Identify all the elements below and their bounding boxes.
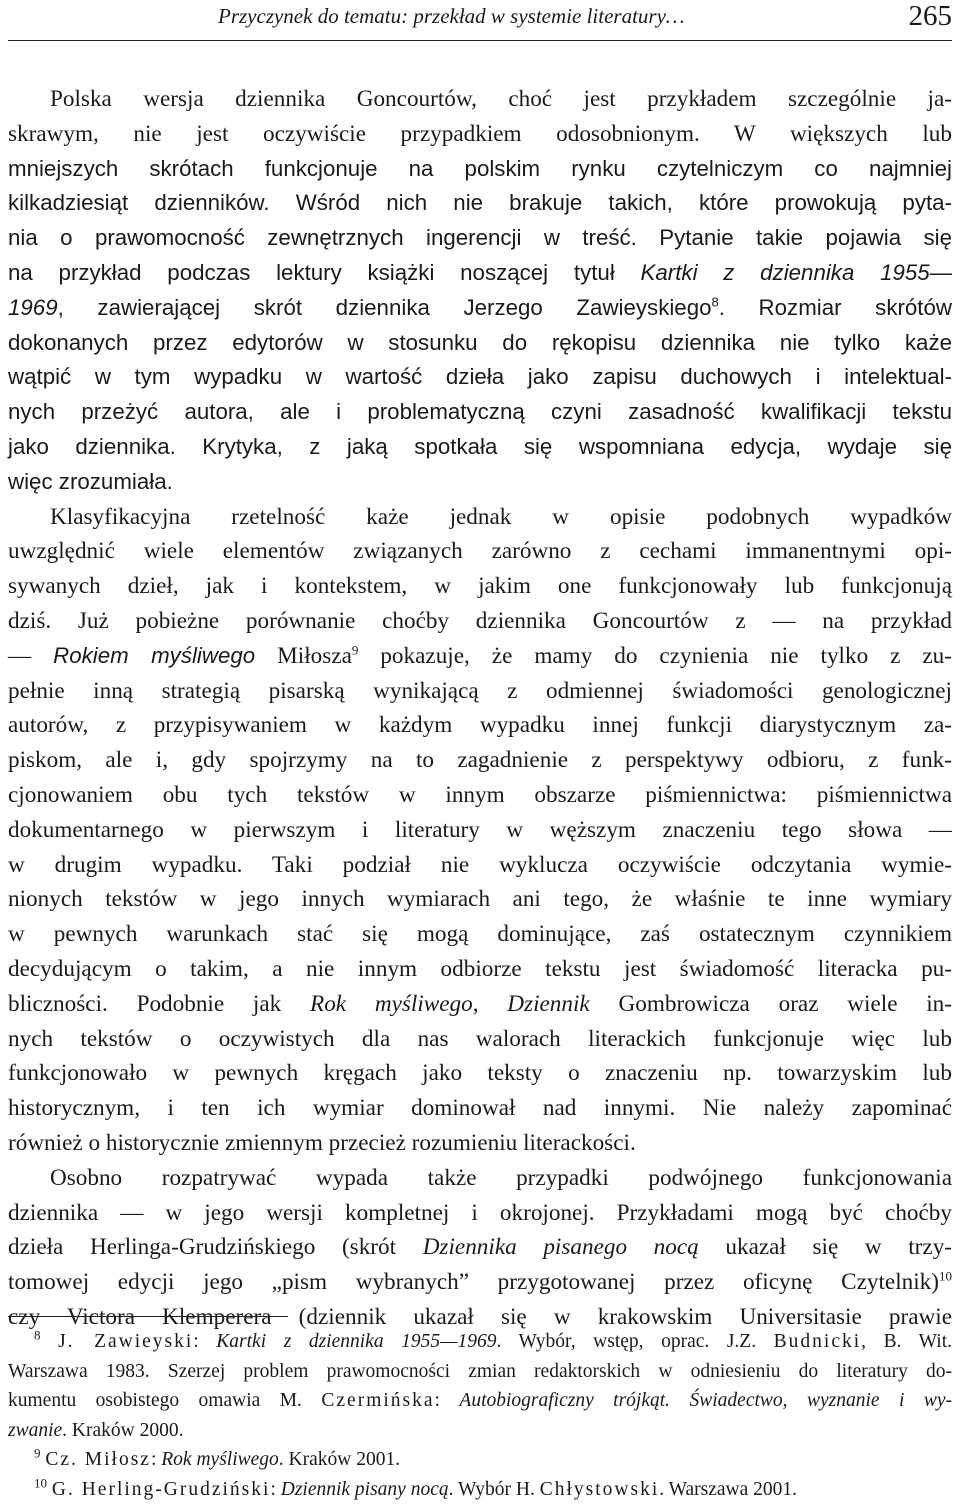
text-line: nych tekstów o oczywistych dla nas walorach literackich funkcjonuje więc lub: [8, 1025, 952, 1052]
text-segment: —: [8, 642, 32, 669]
work-title: Rokiem myśliwego: [53, 642, 256, 668]
text-segment: Gombrowicza oraz wiele in-: [618, 990, 953, 1017]
text-line: Klasyfikacyjna rzetelność każe jednak w opisie podobnych wypadków: [50, 503, 952, 530]
text-line: jako dziennika. Krytyka, z jaką spotkała się wspomniana edycja, wydaje się: [8, 433, 952, 459]
text-line: wątpić w tym wypadku w wartość dzieła jako zapisu duchowych i intelektual-: [8, 364, 952, 390]
text-segment: kumentu osobistego omawia M.: [8, 1390, 302, 1411]
text-segment: dzieła Herlinga-Grudzińskiego (skrót: [8, 1234, 397, 1261]
text-line: cjonowaniem obu tych tekstów w innym obszarze piśmiennictwa: piśmiennictwa: [8, 781, 952, 808]
footnote-number: 8: [34, 1327, 41, 1343]
text-segment: na przykład podczas lektury książki noszącej tytuł: [8, 259, 615, 285]
footnote-number: 9: [34, 1445, 41, 1461]
text-line: [8, 1265, 952, 1300]
footnote-ref: 10: [939, 1268, 952, 1284]
text-line: [8, 256, 952, 291]
text-line: Osobno rozpatrywać wypada także przypadki podwójnego funkcjonowania: [50, 1164, 952, 1191]
text-line: w drugim wypadku. Taki podział nie wyklucza oczywiście odczytania wymie-: [8, 851, 952, 878]
text-line: nych przeżyć autora, ale i problematyczną czyni zasadność kwalifikacji tekstu: [8, 399, 952, 425]
footnote-editor: Budnicki: [773, 1331, 862, 1352]
text-segment: . Rozmiar skrótów: [718, 294, 952, 320]
work-title: Dziennika pisanego nocą: [422, 1234, 699, 1261]
text-line: czy Victora Klemperera (dziennik ukazał się w krakowskim Universitasie prawie: [8, 1303, 952, 1330]
text-line: nionych tekstów w jego innych wymiarach ani tego, że właśnie te inne wymiary: [8, 886, 952, 913]
text-line: nia o prawomocność zewnętrznych ingerencji w treść. Pytanie takie pojawia się: [8, 225, 952, 251]
text-line: Polska wersja dziennika Goncourtów, choć jest przykładem szczególnie ja-: [50, 86, 952, 112]
footnote-line: [8, 1416, 952, 1446]
work-title: Rok myśliwego: [310, 990, 473, 1017]
text-segment: bliczności. Podobnie jak: [8, 990, 282, 1017]
text-line: piskom, ale i, gdy spojrzymy na to zagadnienie z perspektywy odbioru, z funk-: [8, 747, 952, 774]
footnote-line: kumentu osobistego omawia M. Czermińska: Autobiograficzny trójkąt. Świadectwo, wyznanie i wy-: [8, 1390, 953, 1411]
footnote-ref: 9: [351, 642, 359, 658]
text-line: mniejszych skrótach funkcjonuje na polskim rynku czytelniczym co najmniej: [8, 155, 952, 181]
text-segment: pokazuje, że mamy do czynienia nie tylko z zu-: [380, 642, 952, 669]
text-segment: . Kraków 2000.: [62, 1419, 184, 1441]
text-line: kilkadziesiąt dzienników. Wśród nich nie brakuje takich, które prowokują pyta-: [8, 190, 952, 216]
work-title: 1969: [8, 294, 58, 320]
footnotes: [8, 1327, 952, 1504]
running-header: [8, 0, 952, 41]
text-segment: . Kraków 2001.: [278, 1449, 401, 1470]
text-segment: . Warszawa 2001.: [659, 1478, 798, 1500]
text-line: historycznym, i ten ich wymiar dominował nad innymi. Nie należy zapominać: [8, 1095, 952, 1122]
work-title: zwanie: [8, 1419, 63, 1441]
footnote-9: $^9$ Cz. Miłosz: Rok myśliwego. Kraków 2001.: [34, 1445, 401, 1470]
text-segment: tomowej edycji jego „pism wybranych” przygotowanej przez oficynę Czytelnik): [8, 1269, 939, 1296]
footnote-10: $^{10}$ G. Herling-Grudziński: Dziennik pisany nocą. Wybór H. Chłystowski. Warszawa 2001.: [34, 1475, 798, 1500]
footnote-author: J. Zawieyski: [58, 1331, 194, 1352]
running-title: Przyczynek do tematu: przekład w systemie literatury…: [218, 4, 685, 28]
text-line: [8, 639, 952, 674]
text-line: [8, 987, 952, 1022]
footnote-author: Cz. Miłosz: [45, 1449, 151, 1470]
footnote-8: $^8$ J. Zawieyski: Kartki z dziennika 1955—1969. Wybór, wstęp, oprac. J.Z. Budnicki, B. Wit.: [34, 1327, 953, 1352]
text-segment: , B. Wit.: [861, 1331, 953, 1352]
work-title: Rok myśliwego: [161, 1449, 279, 1470]
work-title: Kartki z dziennika 1955—: [640, 259, 952, 285]
footnote-author: G. Herling-Grudziński: [51, 1478, 271, 1500]
text-line: dokumentarnego w pierwszym i literatury w węższym znaczeniu tego słowa —: [8, 816, 952, 843]
text-line: funkcjonowało w pewnych kręgach jako teksty o znaczeniu np. towarzyskim lub: [8, 1060, 952, 1087]
text-segment: , zawierającej skrót dziennika Jerzego Zawieyskiego: [57, 294, 712, 320]
text-line: dokonanych przez edytorów w stosunku do rękopisu dziennika nie tylko każe: [8, 329, 952, 355]
text-line: pełnie inną strategią pisarską wynikającą z odmiennej świadomości genologicznej: [8, 677, 952, 704]
footnote-number: 10: [34, 1475, 47, 1490]
work-title: Autobiograficzny trójkąt. Świadectwo, wyznanie i wy-: [459, 1390, 953, 1411]
text-line: więc zrozumiała.: [8, 468, 173, 494]
work-title: Dziennik pisany nocą: [280, 1478, 449, 1500]
work-title: Dziennik: [507, 990, 590, 1017]
main-text: [8, 82, 952, 1335]
text-line: uwzględnić wiele elementów związanych zarówno z cechami immanentnymi opi-: [8, 538, 952, 565]
text-line: decydującym o takim, a nie innym odbiorze tekstu jest świadomość literacka pu-: [8, 955, 952, 982]
text-segment: ,: [472, 990, 479, 1017]
footnote-editor: Chłystowski: [539, 1478, 660, 1500]
text-line: dziennika — w jego wersji kompletnej i okrojonej. Przykładami mogą być choćby: [8, 1199, 952, 1226]
text-segment: Miłosza: [277, 642, 352, 669]
text-line: w pewnych warunkach stać się mogą dominujące, zaś ostatecznym czynnikiem: [8, 921, 952, 948]
work-title: Kartki z dziennika 1955—1969: [216, 1331, 497, 1352]
text-segment: ukazał się w trzy-: [725, 1234, 953, 1261]
text-segment: . Wybór, wstęp, oprac. J.Z.: [496, 1331, 757, 1352]
text-segment: . Wybór H.: [448, 1478, 535, 1500]
text-line: dziś. Już pobieżne porównanie choćby dziennika Goncourtów z — na przykład: [8, 607, 952, 634]
page-number: 265: [908, 0, 952, 32]
text-line: sywanych dzieł, jak i kontekstem, w jakim one funkcjonowały lub funkcjonują: [8, 573, 952, 600]
footnote-separator: [8, 1316, 288, 1317]
footnote-line: Warszawa 1983. Szerzej problem prawomocności zmian redaktorskich w odniesieniu do literatury do-: [8, 1360, 952, 1382]
footnote-author: Czermińska: [321, 1390, 435, 1411]
text-line: [8, 1230, 952, 1265]
footnote-ref: 8: [711, 294, 719, 310]
text-line: skrawym, nie jest oczywiście przypadkiem odosobnionym. W większych lub: [8, 120, 952, 147]
text-line: również o historycznie zmiennym przecież rozumieniu literackości.: [8, 1129, 636, 1156]
text-line: [8, 291, 952, 326]
text-line: autorów, z przypisywaniem w każdym wypadku innej funkcji diarystycznym za-: [8, 712, 952, 739]
